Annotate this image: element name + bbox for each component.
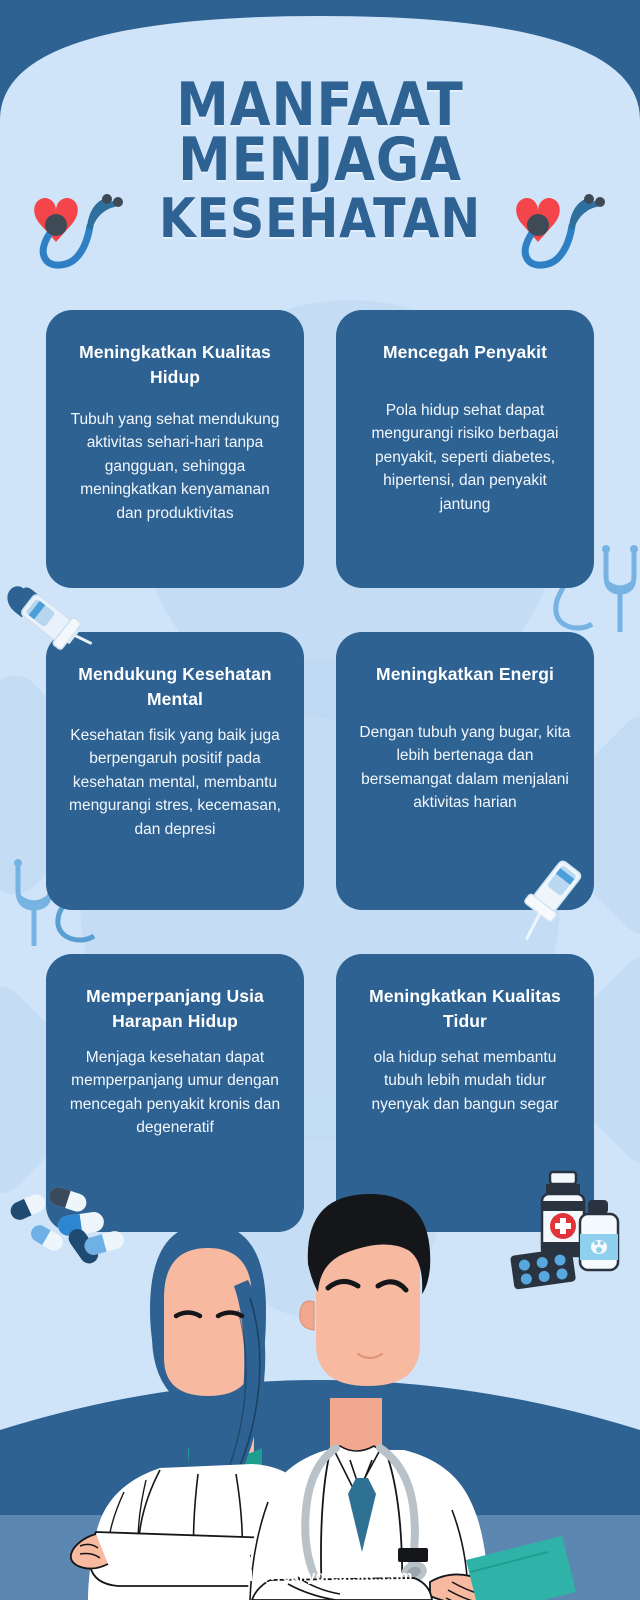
card-row-1 <box>46 310 594 588</box>
card-kesehatan-mental[interactable] <box>46 632 304 910</box>
pill-blister-icon <box>510 1247 576 1289</box>
card-mencegah-penyakit[interactable] <box>336 310 594 588</box>
card-body: ola hidup sehat membantu tubuh lebih mudah tidur nyenyak dan bangun segar <box>371 1048 559 1113</box>
syringe-icon <box>506 845 624 957</box>
card-title: Meningkatkan Kualitas Tidur <box>369 986 561 1031</box>
card-title: Mencegah Penyakit <box>382 342 548 362</box>
card-title: Mendukung Kesehatan Mental <box>78 664 272 709</box>
card-kualitas-hidup[interactable] <box>46 310 304 588</box>
card-body: Pola hidup sehat dapat mengurangi risiko berbagai penyakit, seperti diabetes, hipertensi, dan penyakit jantung <box>371 401 559 514</box>
doctors-illustration <box>0 1130 640 1600</box>
footer-email[interactable]: hello@reallygreatsite.com <box>227 1569 413 1585</box>
heart-stethoscope-icon <box>496 178 626 283</box>
card-title: Memperpanjang Usia Harapan Hidup <box>86 986 264 1031</box>
card-body: Dengan tubuh yang bugar, kita lebih bertenaga dan bersemangat dalam menjalani aktivitas harian <box>359 723 571 812</box>
card-body: Menjaga kesehatan dapat memperpanjang umur dengan mencegah penyakit kronis dan degeneratif <box>69 1048 281 1137</box>
card-title: Meningkatkan Energi <box>376 664 554 684</box>
page-title-line-1: MANFAAT MENJAGA <box>176 70 464 196</box>
syringe-icon <box>2 552 110 660</box>
card-body: Tubuh yang sehat mendukung aktivitas sehari-hari tanpa gangguan, sehingga meningkatkan kenyamanan dan produktivitas <box>70 410 280 522</box>
heart-stethoscope-icon <box>14 178 144 283</box>
card-body: Kesehatan fisik yang baik juga berpengaruh positif pada kesehatan mental, membantu mengurangi stres, kecemasan, dan depresi <box>69 726 281 838</box>
card-title: Meningkatkan Kualitas Hidup <box>79 342 271 387</box>
footer <box>0 1554 640 1600</box>
pills-icon <box>8 1185 126 1267</box>
medicine-bottle-icon <box>510 1172 618 1290</box>
page-title-line-2: KESEHATAN <box>158 187 482 251</box>
